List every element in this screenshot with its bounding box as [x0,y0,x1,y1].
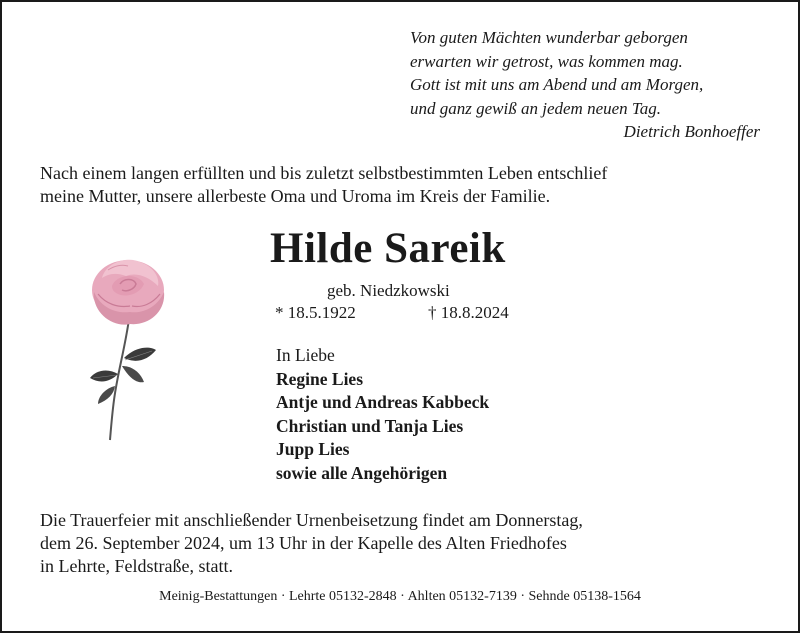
mourner-name: Christian und Tanja Lies [276,415,464,436]
poem-line: und ganz gewiß an jedem neuen Tag. [410,98,662,118]
intro-text [40,162,780,208]
mourner-name: Regine Lies [276,368,364,389]
birth-date: * 18.5.1922 [275,303,356,322]
rose-icon [78,250,178,445]
service-line: in Lehrte, Feldstraße, statt. [40,556,233,576]
mourners-intro: In Liebe [276,345,335,365]
birth-name: geb. Niedzkowski [327,281,450,300]
service-line: Die Trauerfeier mit anschließender Urnenbeisetzung findet am Donnerstag, [40,510,583,530]
poem-line: erwarten wir getrost, was kommen mag. [410,51,683,71]
mourner-name: Jupp Lies [276,439,350,459]
poem-quote [410,26,770,144]
service-line: dem 26. September 2024, um 13 Uhr in der Kapelle des Alten Friedhofes [40,533,567,553]
intro-line: meine Mutter, unsere allerbeste Oma und Uroma im Kreis der Familie. [40,186,551,206]
poem-line: Von guten Mächten wunderbar geborgen [410,28,688,47]
mourner-name: Antje und Andreas Kabbeck [276,392,490,412]
mourners-list [276,344,489,485]
death-date: † 18.8.2024 [428,303,509,322]
poem-line: Gott ist mit uns am Abend und am Morgen, [410,75,704,94]
funeral-home-footer: Meinig-Bestattungen · Lehrte 05132-2848 · Ahlten 05132-7139 · Sehnde 05138-1564 [159,589,641,604]
service-info [40,509,780,578]
poem-author: Dietrich Bonhoeffer [623,122,760,141]
deceased-name: Hilde Sareik [270,225,506,272]
intro-line: Nach einem langen erfüllten und bis zuletzt selbstbestimmten Leben entschlief [40,163,608,183]
mourner-name: sowie alle Angehörigen [276,462,448,483]
